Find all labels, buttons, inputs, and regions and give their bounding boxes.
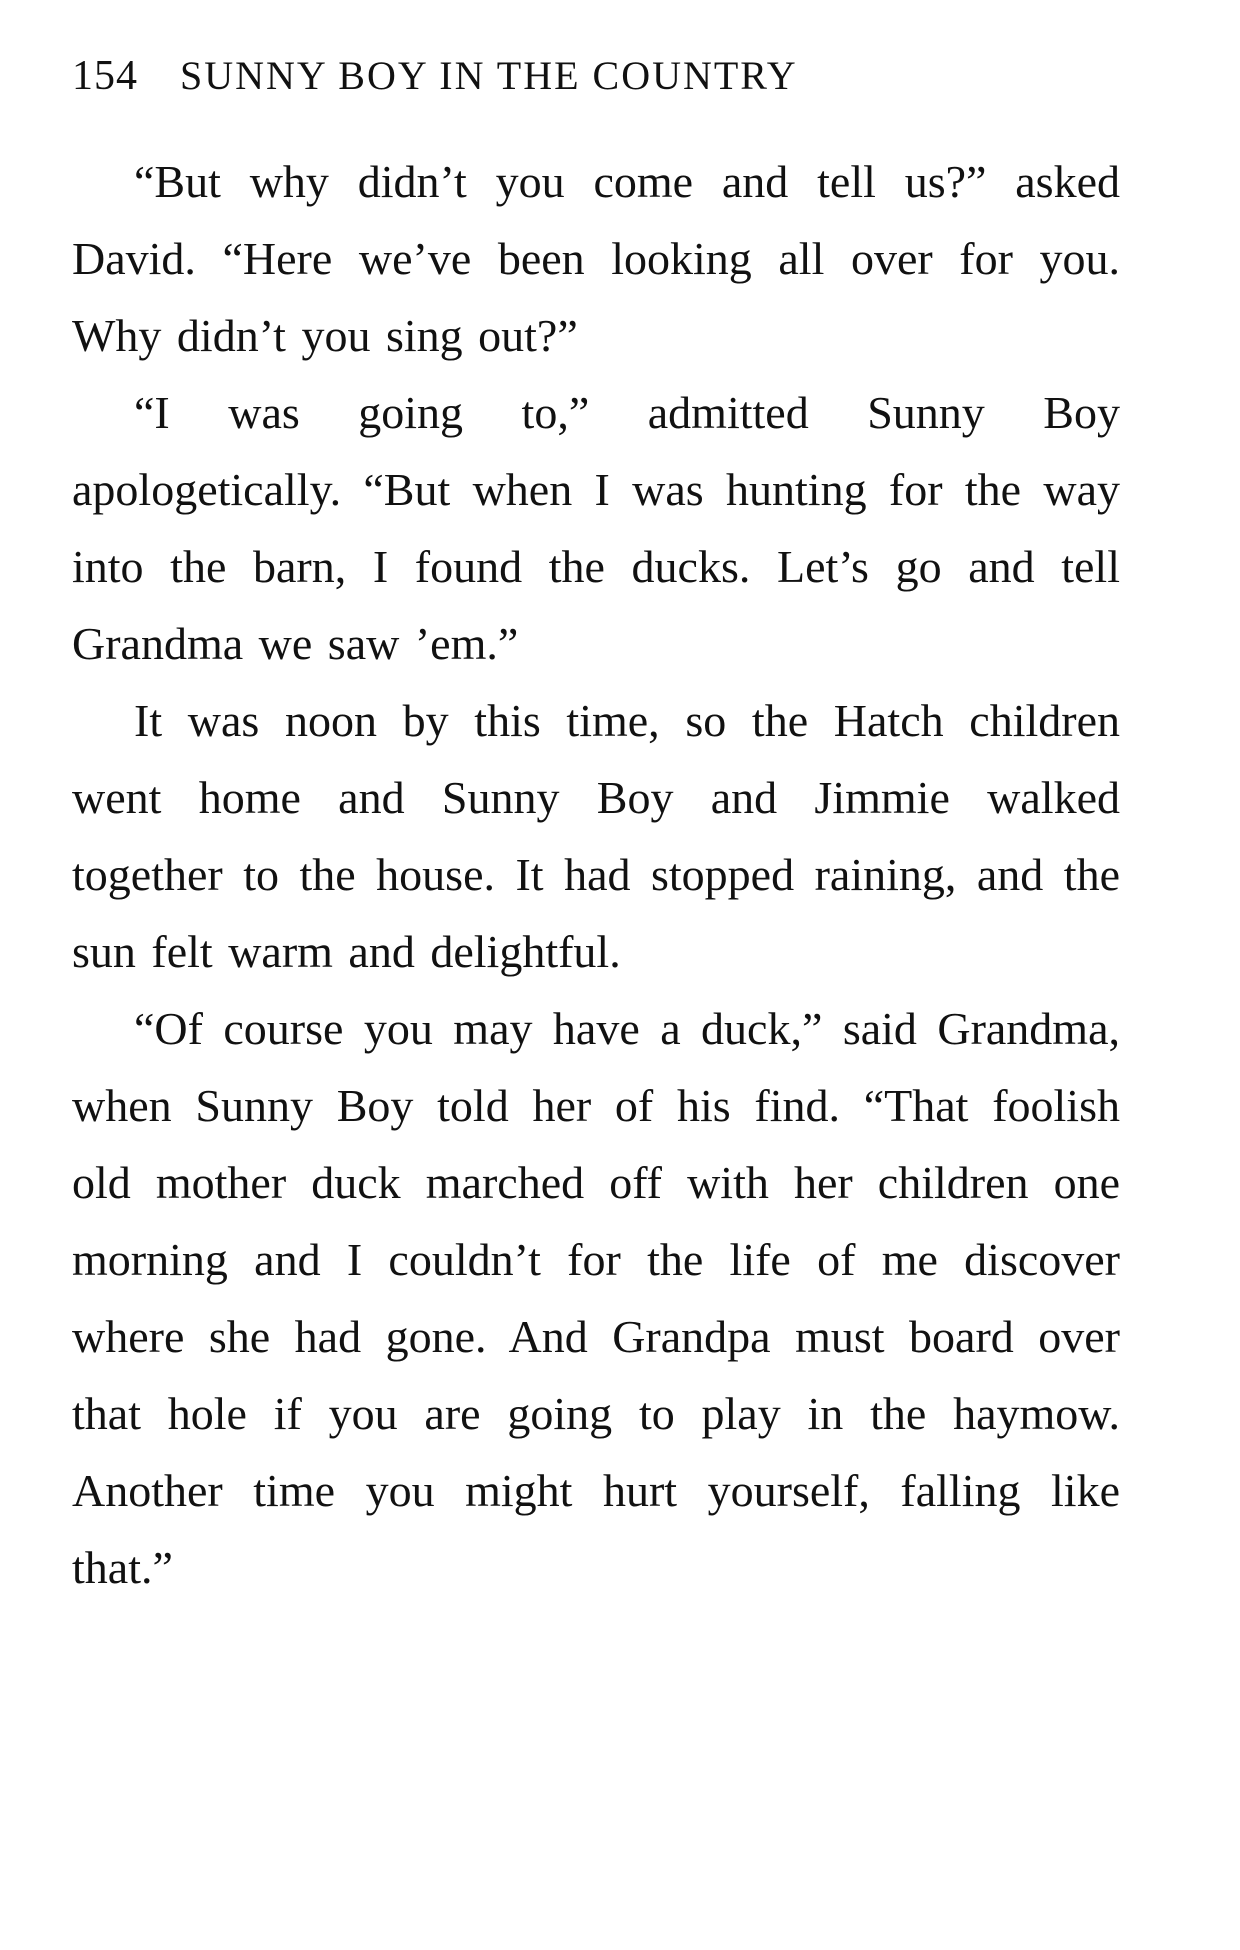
page-number: 154	[72, 53, 138, 99]
running-head	[72, 44, 1112, 108]
paragraph-sunny-boy-reply: “I was going to,” admitted Sunny Boy apologetically. “But when I was hunting for the way into the barn, I found the ducks. Let’s go and tell Grandma we saw ’em.”	[72, 387, 1120, 669]
paragraph-david-question: “But why didn’t you come and tell us?” asked David. “Here we’ve been looking all over for you. Why didn’t you sing out?”	[72, 156, 1120, 361]
book-title: SUNNY BOY IN THE COUNTRY	[180, 53, 798, 98]
page-text	[72, 143, 1120, 1606]
paragraph-grandma-duck: “Of course you may have a duck,” said Grandma, when Sunny Boy told her of his find. “That foolish old mother duck marched off with her children one morning and I couldn’t for the life of me discover where she had gone. And Grandpa must board over that hole if you are going to play in the haymow. Another time you might hurt yourself, falling like that.”	[72, 1003, 1120, 1593]
paragraph-noon-walk: It was noon by this time, so the Hatch children went home and Sunny Boy and Jimmie walked together to the house. It had stopped raining, and the sun felt warm and delightful.	[72, 695, 1120, 977]
